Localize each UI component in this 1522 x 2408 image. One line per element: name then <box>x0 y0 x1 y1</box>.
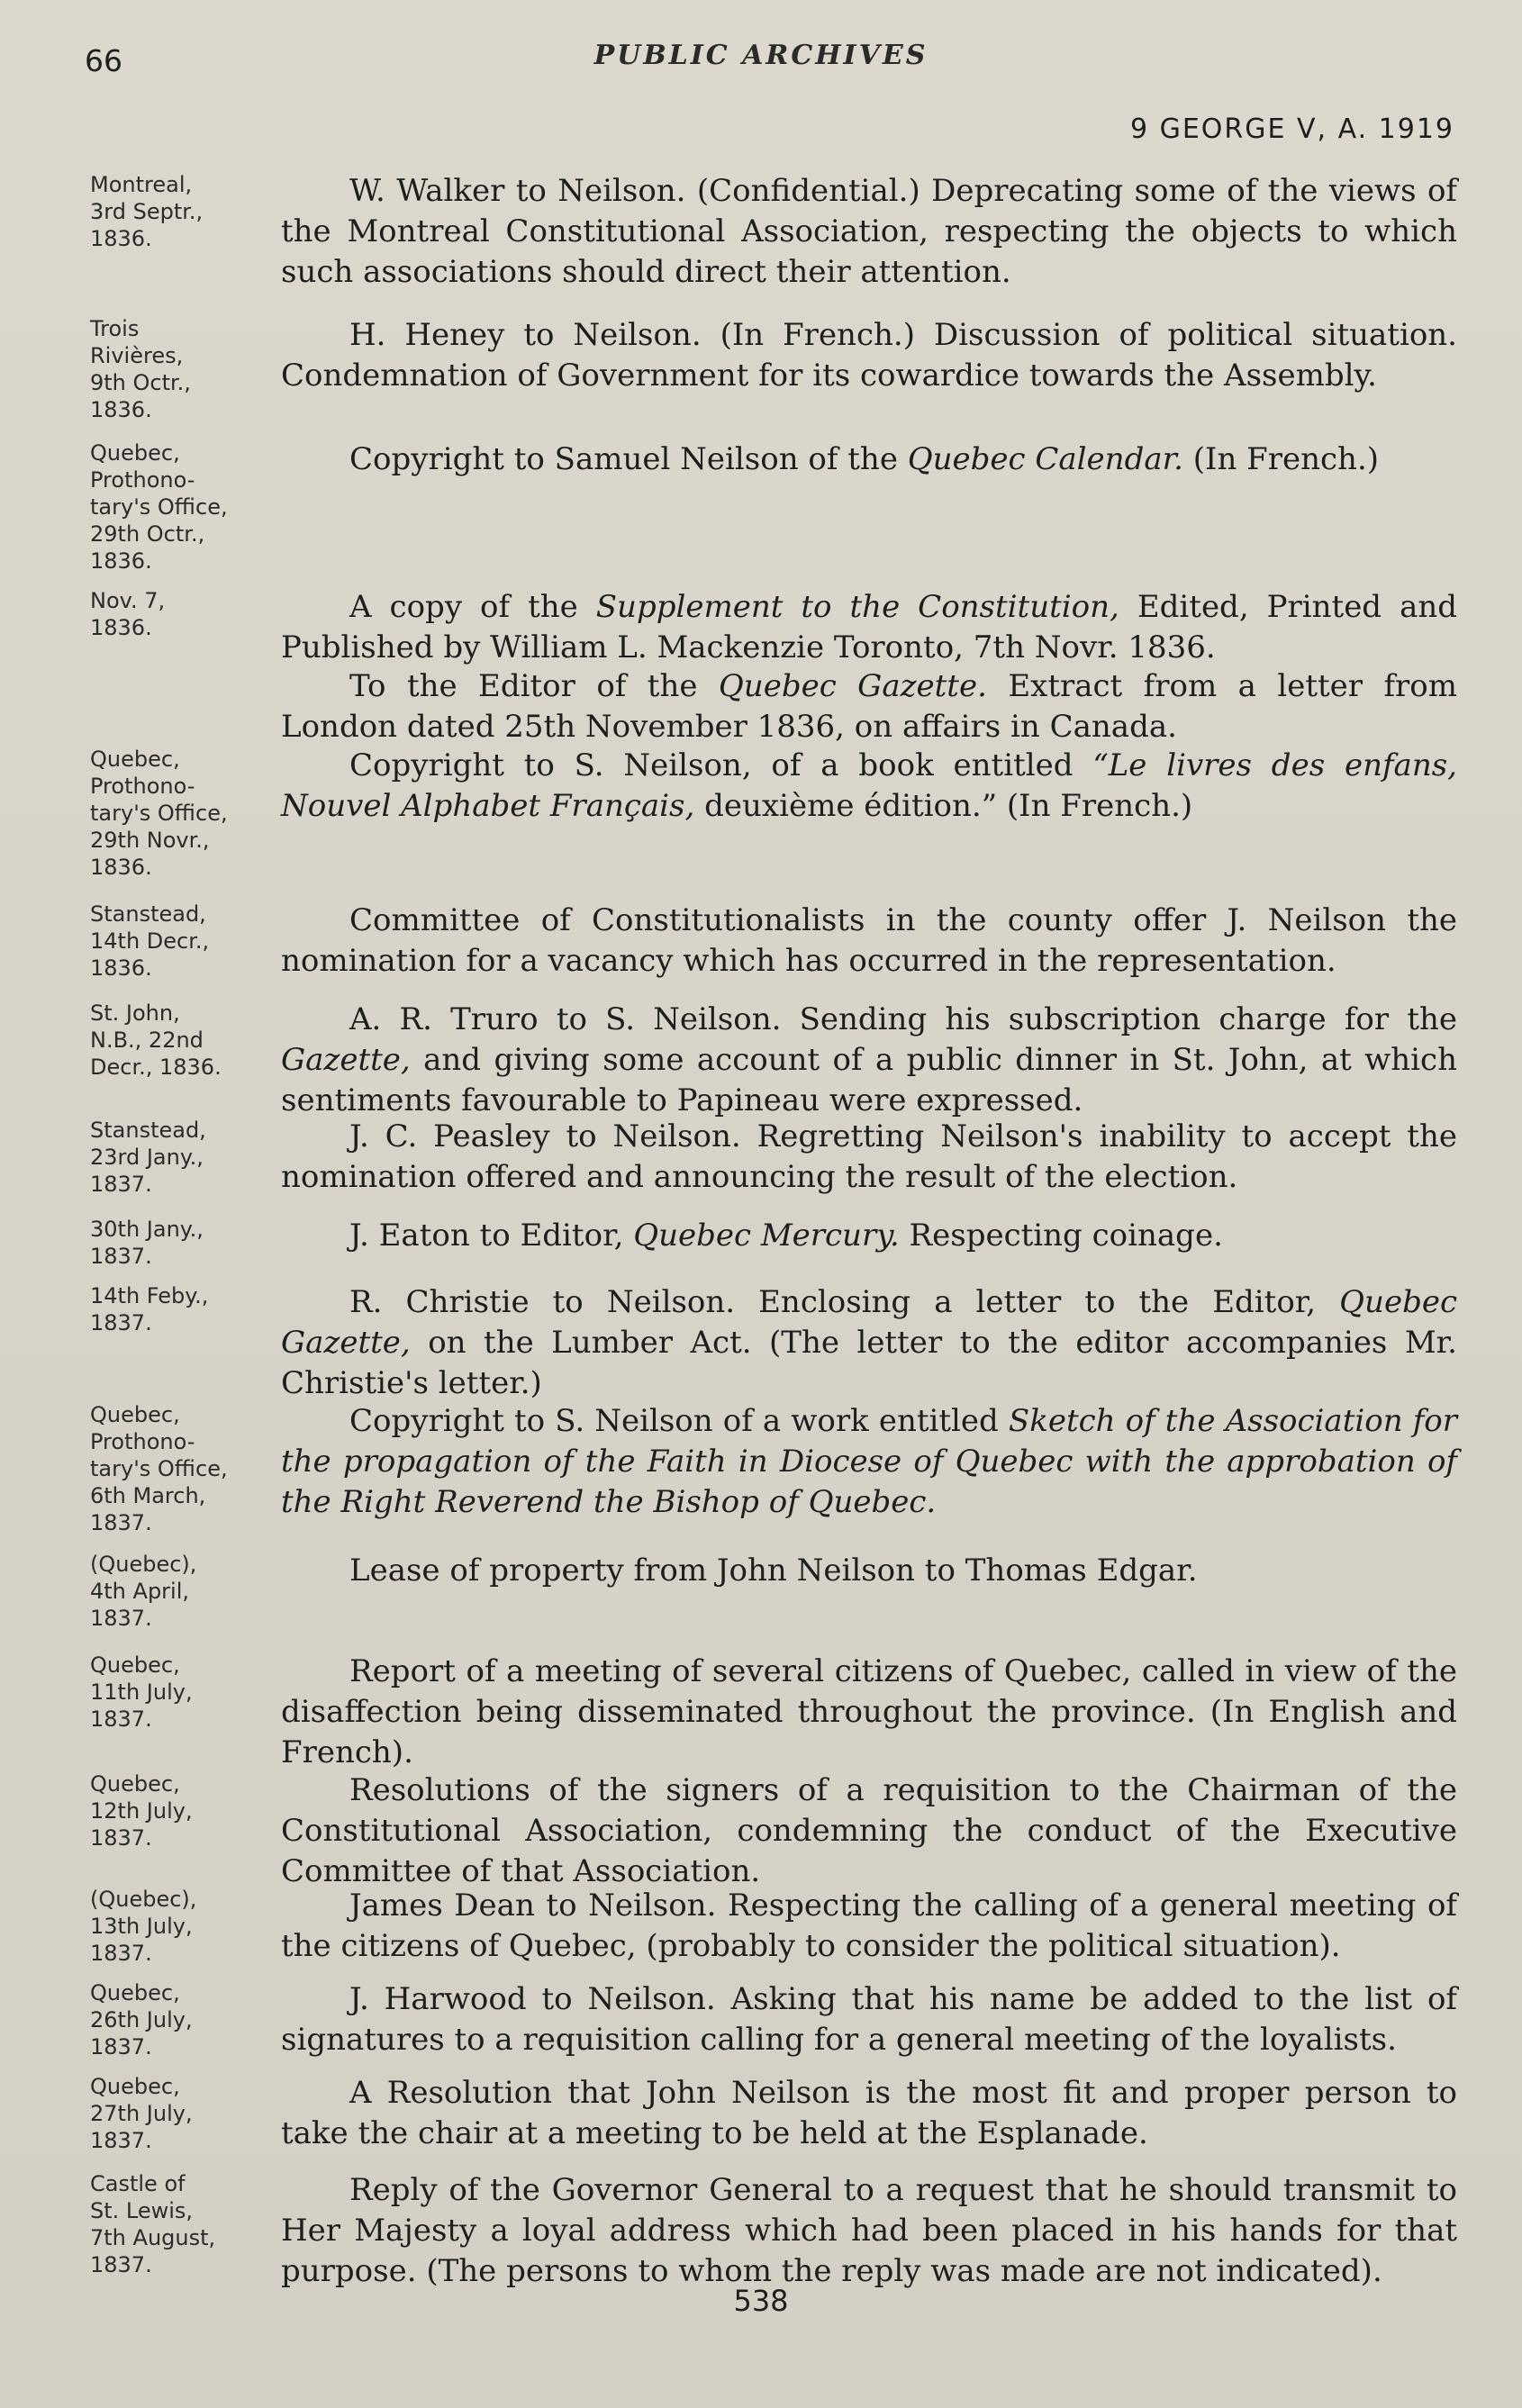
entry-text-part: deuxième édition.” (In French.) <box>694 788 1193 824</box>
entry-date: Quebec, Prothono- tary's Office, 29th Octr., 1836. <box>90 440 228 574</box>
entry-text: W. Walker to Neilson. (Confidential.) Deprecating some of the views of the Montreal Constitutional Association, respecting the objects to which such associations should direct their attention. <box>281 173 1457 290</box>
entry-text: Committee of Constitutionalists in the county offer J. Neilson the nomination for a vacancy which has occurred in the representation. <box>281 902 1457 979</box>
entry-date: St. John, N.B., 22nd Decr., 1836. <box>90 1000 222 1080</box>
entry-text: Lease of property from John Neilson to Thomas Edgar. <box>349 1553 1198 1589</box>
entry-date: (Quebec), 4th April, 1837. <box>90 1552 197 1631</box>
entry-text-part: A copy of the <box>349 589 596 625</box>
entry-text-part: (In French.) <box>1182 441 1380 477</box>
entry-text: James Dean to Neilson. Respecting the calling of a general meeting of the citizens of Quebec, (probably to consider the political situation). <box>281 1887 1457 1964</box>
entry-text-part: Copyright to S. Neilson of a work entitled <box>349 1403 1009 1439</box>
volume-line: 9 GEORGE V, A. 1919 <box>1129 113 1454 145</box>
entry-text-part: To the Editor of the <box>349 668 719 704</box>
page-number: 66 <box>85 43 122 78</box>
running-title: PUBLIC ARCHIVES <box>593 40 929 71</box>
entry-date: 14th Feby., 1837. <box>90 1283 209 1335</box>
entry-text-part: Respecting coinage. <box>899 1218 1223 1254</box>
entry-text-italic: Gazette, <box>281 1042 411 1078</box>
entry-text <box>281 1282 1457 1404</box>
entry-text-part: and giving some account of a public dinner in St. John, at which sentiments favourable to Papineau were expressed. <box>281 1042 1457 1118</box>
entry-date: Quebec, 11th July, 1837. <box>90 1652 193 1732</box>
entry-date: Quebec, 27th July, 1837. <box>90 2074 193 2153</box>
entry-text: J. Harwood to Neilson. Asking that his name be added to the list of signatures to a requisition calling for a general meeting of the loyalists. <box>281 1981 1457 2058</box>
entry-text: Report of a meeting of several citizens of Quebec, called in view of the disaffection being disseminated throughout the province. (In English and French). <box>281 1653 1457 1770</box>
entry-date: Quebec, 12th July, 1837. <box>90 1771 193 1851</box>
entry-date: Quebec, Prothono- tary's Office, 29th Novr., 1836. <box>90 747 228 880</box>
entry-text: J. C. Peasley to Neilson. Regretting Neilson's inability to accept the nomination offered and announcing the result of the election. <box>281 1118 1457 1195</box>
entry-date: Stanstead, 14th Decr., 1836. <box>90 901 210 981</box>
entry-text-italic: Quebec Gazette, <box>281 1284 1457 1361</box>
entry-text <box>281 439 1457 480</box>
entry-text <box>281 1401 1457 1523</box>
entry-date: Nov. 7, 1836. <box>90 588 166 640</box>
entry-date: Montreal, 3rd Septr., 1836. <box>90 172 204 251</box>
entry-text-part: A. R. Truro to S. Neilson. Sending his subscription charge for the <box>349 1001 1457 1037</box>
entry-date: Stanstead, 23rd Jany., 1837. <box>90 1118 206 1197</box>
entry-text <box>281 1216 1457 1256</box>
entry-text-part: Copyright to S. Neilson, of a book entitled <box>349 747 1093 783</box>
entry-text <box>281 1000 1457 1121</box>
entry-text <box>281 746 1457 827</box>
entry-text-italic: Sketch of the Association for the propagation of the Faith in Diocese of Quebec with the approbation of the Right Reverend the Bishop of Quebec. <box>281 1403 1458 1520</box>
entry-text-italic: Quebec Gazette. <box>718 668 987 704</box>
entry-text-part: Copyright to Samuel Neilson of the <box>349 441 908 477</box>
entry-date: Quebec, 26th July, 1837. <box>90 1980 193 2059</box>
entry-text-part: J. Eaton to Editor, <box>349 1218 634 1254</box>
folio-number: 538 <box>733 2284 789 2318</box>
entry-text-italic: Quebec Calendar. <box>907 441 1183 477</box>
entry-text: H. Heney to Neilson. (In French.) Discussion of political situation. Condemnation of Government for its cowardice towards the Assembly. <box>281 317 1457 394</box>
entry-text-part: Edited, Printed and Published by William L. Mackenzie Toronto, 7th Novr. 1836. <box>281 589 1458 665</box>
entry-date: Quebec, Prothono- tary's Office, 6th March, 1837. <box>90 1402 228 1535</box>
entry-text-part: on the Lumber Act. (The letter to the editor accompanies Mr. Christie's letter.) <box>281 1325 1457 1401</box>
entry-text-part: R. Christie to Neilson. Enclosing a letter to the Editor, <box>349 1284 1340 1320</box>
entry-text-italic: Supplement to the Constitution, <box>595 589 1119 625</box>
entry-text: Resolutions of the signers of a requisition to the Chairman of the Constitutional Association, condemning the conduct of the Executive Committee of that Association. <box>281 1772 1457 1889</box>
entry-date: 30th Jany., 1837. <box>90 1217 204 1269</box>
entry-date: (Quebec), 13th July, 1837. <box>90 1887 197 1966</box>
entry-text: Reply of the Governor General to a request that he should transmit to Her Majesty a loyal address which had been placed in his hands for that purpose. (The persons to whom the reply was made are not indicated). <box>281 2172 1457 2289</box>
entry-text-part: Extract from a letter from London dated 25th November 1836, on affairs in Canada. <box>281 668 1458 745</box>
entry-text <box>281 666 1457 747</box>
entry-text-italic: Quebec Mercury. <box>633 1218 900 1254</box>
entry-date: Castle of St. Lewis, 7th August, 1837. <box>90 2171 216 2277</box>
entry-date: Trois Rivières, 9th Octr., 1836. <box>90 316 191 422</box>
entry-text: A Resolution that John Neilson is the most fit and proper person to take the chair at a meeting to be held at the Esplanade. <box>281 2075 1457 2151</box>
entry-text <box>281 587 1457 668</box>
entry-text-italic: “Le livres des enfans, Nouvel Alphabet Français, <box>281 747 1457 824</box>
